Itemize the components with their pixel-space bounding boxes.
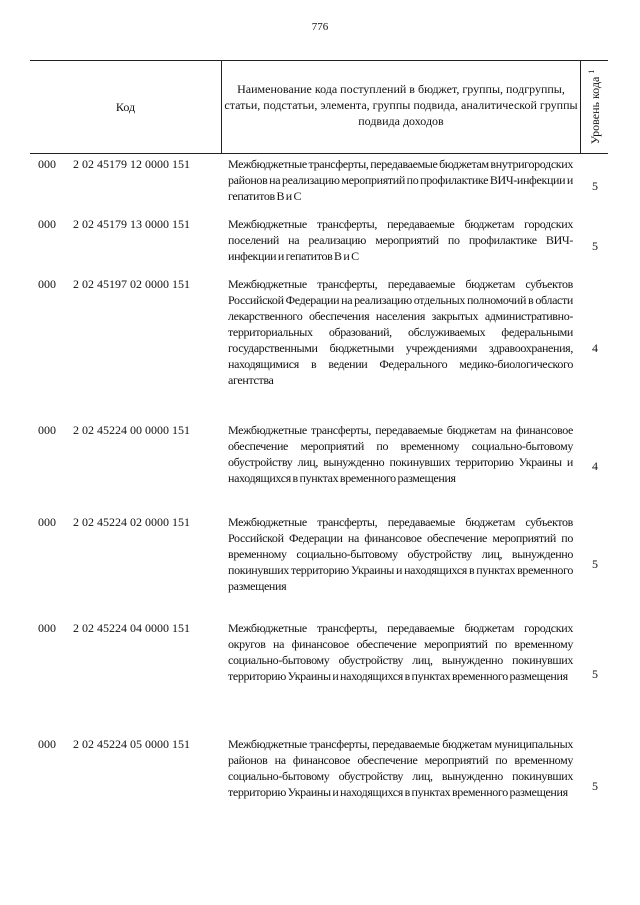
- row-level: 5: [592, 179, 598, 193]
- row-admin-code: 000: [38, 157, 56, 171]
- row-level: 5: [592, 779, 598, 793]
- header-level-footnote: 1: [587, 69, 596, 74]
- header-level: [581, 61, 608, 153]
- row-name: Межбюджетные трансферты, передаваемые бюджетам муниципальных районов на финансовое обеспечение мероприятий по временному социально-бытовому обустройству лиц, вынужденно покинувших территорию Украины и находящихся в пунктах временного размещения: [228, 737, 573, 799]
- header-level-label: [587, 65, 603, 149]
- row-admin-code: 000: [38, 621, 56, 635]
- row-code: 2 02 45179 13 0000 151: [73, 217, 190, 231]
- row-level: 5: [592, 667, 598, 681]
- row-level: 4: [592, 459, 598, 473]
- row-admin-code: 000: [38, 737, 56, 751]
- row-admin-code: 000: [38, 217, 56, 231]
- row-level: 4: [592, 341, 598, 355]
- row-name: Межбюджетные трансферты, передаваемые бюджетам городских поселений на реализацию мероприятий по профилактике ВИЧ-инфекции и гепатитов В и С: [228, 217, 573, 263]
- page-number: 776: [311, 21, 329, 33]
- row-name: Межбюджетные трансферты, передаваемые бюджетам внутригородских районов на реализацию мероприятий по профилактике ВИЧ-инфекции и гепатитов В и С: [228, 157, 573, 203]
- row-admin-code: 000: [38, 515, 56, 529]
- row-level: 5: [592, 239, 598, 253]
- row-name: Межбюджетные трансферты, передаваемые бюджетам субъектов Российской Федерации на реализацию отдельных полномочий в области лекарственного обеспечения населения закрытых административно-территориальных образований, обслуживаемых федеральными государственными бюджетными учреждениями здравоохранения, находящимися в ведении Федерального медико-биологического агентства: [228, 277, 573, 387]
- row-code: 2 02 45179 12 0000 151: [73, 157, 190, 171]
- row-admin-code: 000: [38, 423, 56, 437]
- row-code: 2 02 45224 02 0000 151: [73, 515, 190, 529]
- header-name: Наименование кода поступлений в бюджет, группы, подгруппы, статьи, подстатьи, элемента, группы подвида, аналитической группы подвида доходов: [224, 82, 578, 128]
- row-code: 2 02 45224 00 0000 151: [73, 423, 190, 437]
- row-admin-code: 000: [38, 277, 56, 291]
- row-code: 2 02 45224 04 0000 151: [73, 621, 190, 635]
- row-name: Межбюджетные трансферты, передаваемые бюджетам на финансовое обеспечение мероприятий по временному социально-бытовому обустройству лиц, вынужденно покинувших территорию Украины и находящихся в пунктах временного размещения: [228, 423, 573, 485]
- table-header: [30, 60, 608, 154]
- row-name: Межбюджетные трансферты, передаваемые бюджетам субъектов Российской Федерации на финансовое обеспечение мероприятий по временному социально-бытовому обустройству лиц, вынужденно покинувших территорию Украины и находящихся в пунктах временного размещения: [228, 515, 573, 593]
- row-code: 2 02 45197 02 0000 151: [73, 277, 190, 291]
- row-level: 5: [592, 557, 598, 571]
- row-name: Межбюджетные трансферты, передаваемые бюджетам городских округов на финансовое обеспечение мероприятий по временному социально-бытовому обустройству лиц, вынужденно покинувших территорию Украины и находящихся в пунктах временного размещения: [228, 621, 573, 683]
- row-code: 2 02 45224 05 0000 151: [73, 737, 190, 751]
- header-code: Код: [115, 100, 136, 114]
- header-level-text: Уровень кода: [588, 76, 602, 145]
